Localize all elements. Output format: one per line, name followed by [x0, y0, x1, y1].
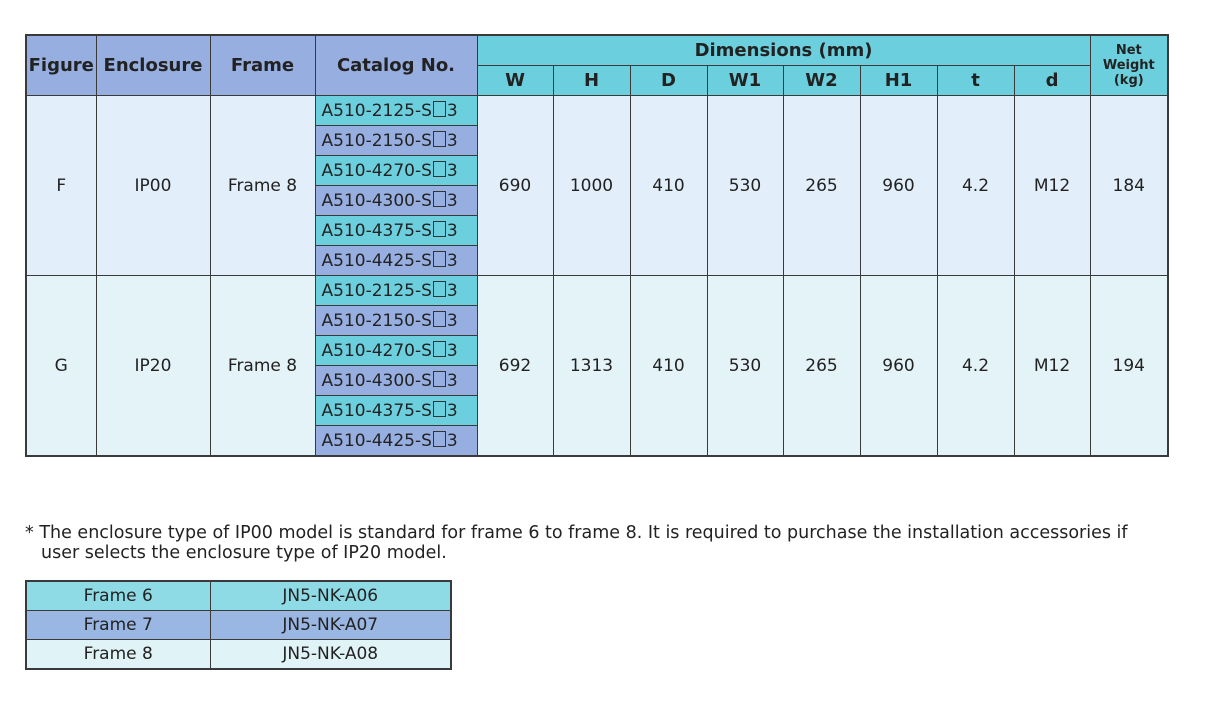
- catalog-number: A510-2125-S 3: [315, 96, 477, 126]
- dimension-value: 1000: [553, 96, 630, 276]
- dimension-value: 690: [477, 96, 553, 276]
- dimension-value: 1313: [553, 276, 630, 457]
- enclosure-cell: IP00: [96, 96, 210, 276]
- catalog-number: A510-4270-S 3: [315, 156, 477, 186]
- footnote: [25, 523, 1195, 563]
- table-row: [26, 276, 1168, 306]
- dimension-value: 410: [630, 96, 707, 276]
- header-dim-d-bolt: d: [1014, 66, 1090, 96]
- dimension-value: 4.2: [937, 96, 1014, 276]
- placeholder-box-icon: [433, 101, 446, 117]
- figure-cell: F: [26, 96, 96, 276]
- header-dim-t: t: [937, 66, 1014, 96]
- catalog-number: A510-2150-S 3: [315, 126, 477, 156]
- dimension-value: 960: [860, 276, 937, 457]
- header-catalog: Catalog No.: [315, 35, 477, 96]
- accessory-part: JN5-NK-A06: [210, 581, 451, 611]
- placeholder-box-icon: [433, 431, 446, 447]
- placeholder-box-icon: [433, 371, 446, 387]
- header-dim-w: W: [477, 66, 553, 96]
- header-dim-w1: W1: [707, 66, 783, 96]
- placeholder-box-icon: [433, 161, 446, 177]
- header-dim-w2: W2: [783, 66, 860, 96]
- catalog-number: A510-4300-S 3: [315, 366, 477, 396]
- catalog-number: A510-2125-S 3: [315, 276, 477, 306]
- dimension-value: 960: [860, 96, 937, 276]
- dimension-value: 265: [783, 96, 860, 276]
- placeholder-box-icon: [433, 191, 446, 207]
- header-enclosure: Enclosure: [96, 35, 210, 96]
- dimension-value: 410: [630, 276, 707, 457]
- table-row: [26, 640, 451, 670]
- placeholder-box-icon: [433, 131, 446, 147]
- footnote-line-1: * The enclosure type of IP00 model is standard for frame 6 to frame 8. It is required to purchase the installation accessories if: [25, 523, 1128, 543]
- dimension-value: 265: [783, 276, 860, 457]
- header-dim-h1: H1: [860, 66, 937, 96]
- placeholder-box-icon: [433, 341, 446, 357]
- header-figure: Figure: [26, 35, 96, 96]
- catalog-number: A510-4300-S 3: [315, 186, 477, 216]
- header-dim-d: D: [630, 66, 707, 96]
- catalog-number: A510-4270-S 3: [315, 336, 477, 366]
- accessory-part: JN5-NK-A07: [210, 611, 451, 640]
- header-frame: Frame: [210, 35, 315, 96]
- accessory-frame: Frame 8: [26, 640, 210, 670]
- table-row: [26, 96, 1168, 126]
- dimension-value: 4.2: [937, 276, 1014, 457]
- header-dimensions: Dimensions (mm): [477, 35, 1090, 66]
- accessory-frame: Frame 7: [26, 611, 210, 640]
- table-row: [26, 581, 451, 611]
- dimension-value: M12: [1014, 96, 1090, 276]
- header-net-weight: Net Weight (kg): [1090, 35, 1168, 96]
- enclosure-cell: IP20: [96, 276, 210, 457]
- dimensions-table: [25, 34, 1169, 457]
- net-weight-value: 194: [1090, 276, 1168, 457]
- catalog-number: A510-4425-S 3: [315, 426, 477, 457]
- table-row: [26, 611, 451, 640]
- catalog-number: A510-2150-S 3: [315, 306, 477, 336]
- header-dim-h: H: [553, 66, 630, 96]
- accessories-table: [25, 580, 452, 670]
- dimension-value: M12: [1014, 276, 1090, 457]
- catalog-number: A510-4375-S 3: [315, 396, 477, 426]
- frame-cell: Frame 8: [210, 96, 315, 276]
- placeholder-box-icon: [433, 251, 446, 267]
- dimension-value: 530: [707, 96, 783, 276]
- catalog-number: A510-4375-S 3: [315, 216, 477, 246]
- placeholder-box-icon: [433, 281, 446, 297]
- placeholder-box-icon: [433, 311, 446, 327]
- placeholder-box-icon: [433, 221, 446, 237]
- accessory-frame: Frame 6: [26, 581, 210, 611]
- net-weight-value: 184: [1090, 96, 1168, 276]
- dimension-value: 692: [477, 276, 553, 457]
- catalog-number: A510-4425-S 3: [315, 246, 477, 276]
- accessory-part: JN5-NK-A08: [210, 640, 451, 670]
- figure-cell: G: [26, 276, 96, 457]
- dimension-value: 530: [707, 276, 783, 457]
- placeholder-box-icon: [433, 401, 446, 417]
- frame-cell: Frame 8: [210, 276, 315, 457]
- footnote-line-2: user selects the enclosure type of IP20 model.: [41, 543, 447, 563]
